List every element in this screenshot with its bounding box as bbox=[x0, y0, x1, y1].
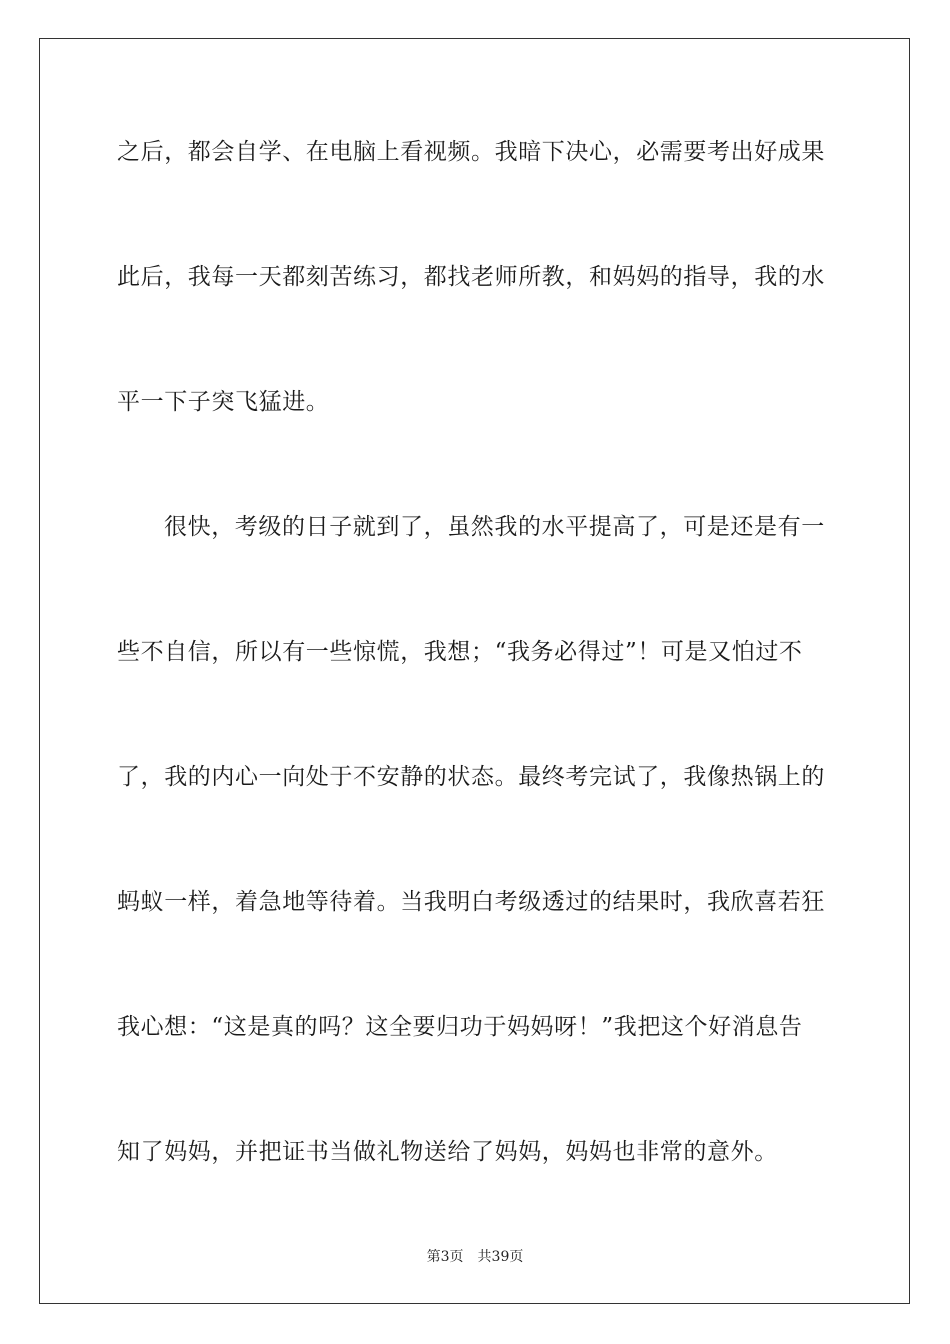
body-line-9: 知了妈妈，并把证书当做礼物送给了妈妈，妈妈也非常的意外。 bbox=[117, 1139, 778, 1165]
page-number: 第3页 bbox=[426, 1249, 464, 1265]
body-line-5: 些不自信，所以有一些惊慌，我想；“我务必得过”！可是又怕过不 bbox=[117, 639, 803, 665]
body-line-3: 平一下子突飞猛进。 bbox=[117, 389, 330, 415]
page-frame bbox=[39, 38, 910, 1304]
page-total: 共39页 bbox=[477, 1249, 524, 1265]
body-line-8: 我心想：“这是真的吗？这全要归功于妈妈呀！”我把这个好消息告 bbox=[117, 1014, 803, 1040]
body-line-6: 了，我的内心一向处于不安静的状态。最终考完试了，我像热锅上的 bbox=[117, 764, 825, 790]
body-line-7: 蚂蚁一样，着急地等待着。当我明白考级透过的结果时，我欣喜若狂 bbox=[117, 889, 825, 915]
body-line-4: 很快，考级的日子就到了，虽然我的水平提高了，可是还是有一 bbox=[164, 514, 825, 540]
body-line-1: 之后，都会自学、在电脑上看视频。我暗下决心，必需要考出好成果 bbox=[117, 139, 825, 165]
page-footer bbox=[0, 1248, 950, 1266]
body-line-2: 此后，我每一天都刻苦练习，都找老师所教，和妈妈的指导，我的水 bbox=[117, 264, 825, 290]
